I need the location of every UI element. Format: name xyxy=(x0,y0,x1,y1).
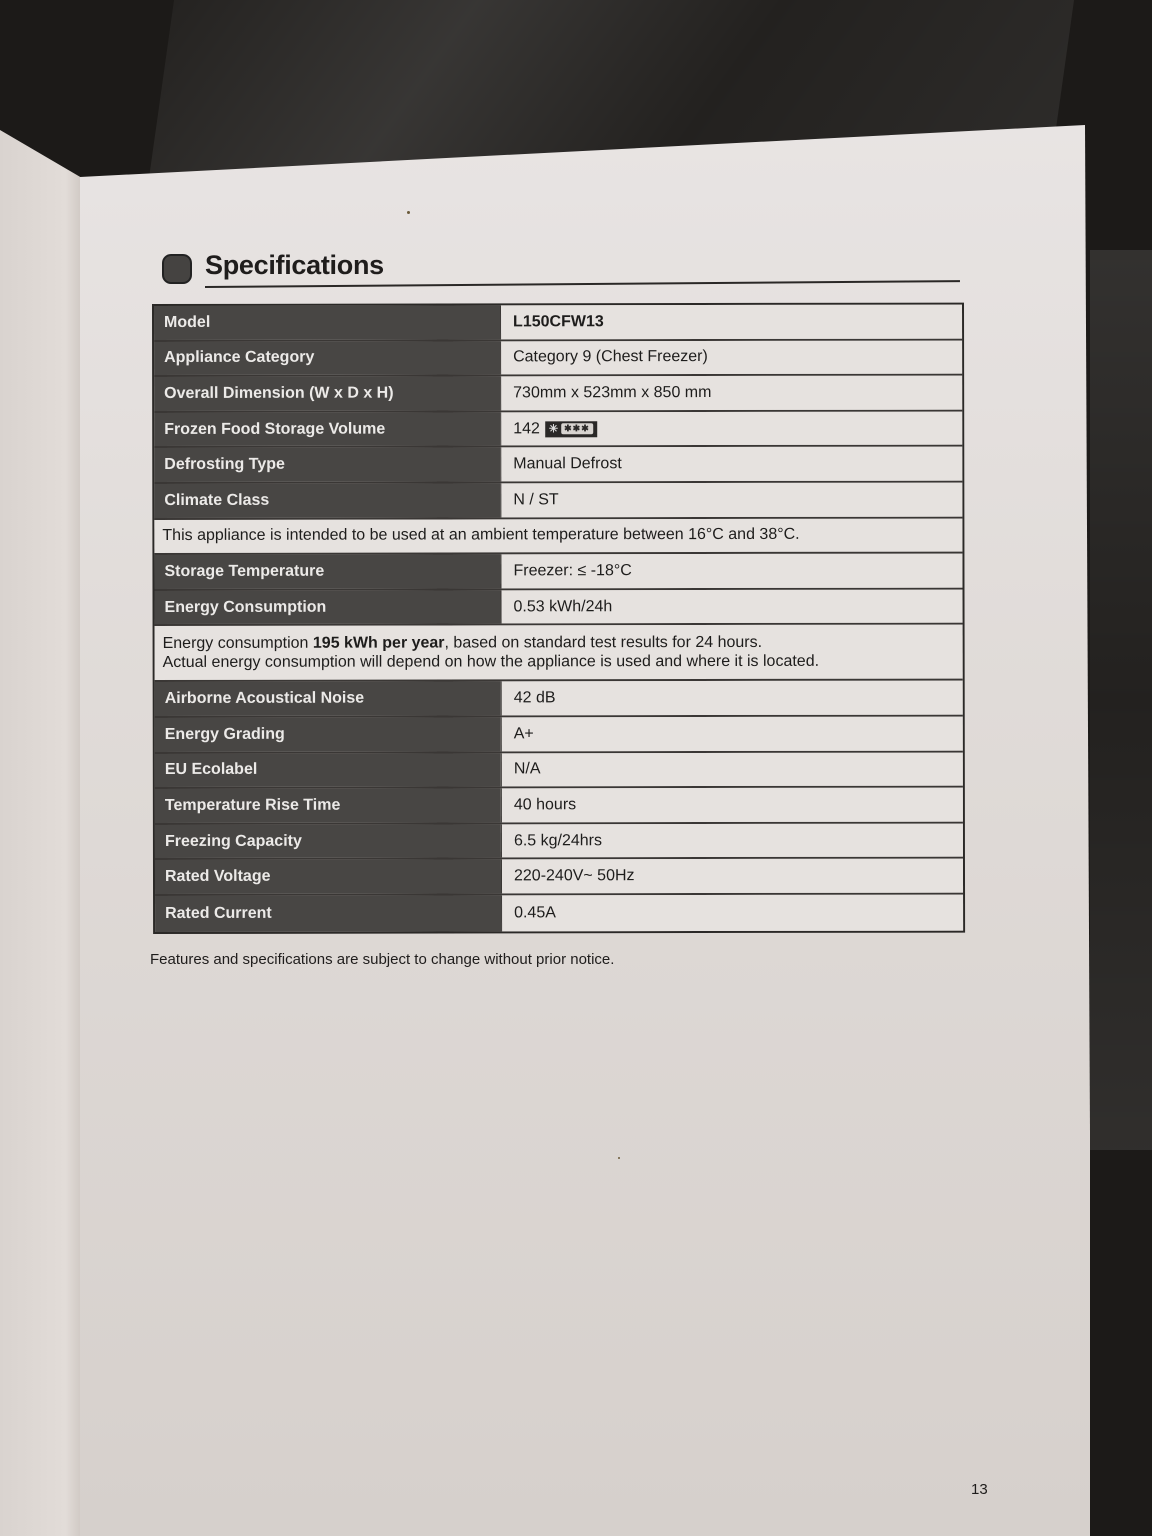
three-star-icon: ✱✱✱ xyxy=(561,423,593,434)
section-title: Specifications xyxy=(205,250,384,280)
spec-label: Appliance Category xyxy=(154,341,500,375)
ambient-temperature-note xyxy=(154,518,962,555)
specifications-table xyxy=(152,303,965,934)
page-number: 13 xyxy=(971,1481,988,1498)
spec-label: Storage Temperature xyxy=(154,555,500,589)
annual-energy-note xyxy=(155,625,963,682)
heading-underline xyxy=(205,280,960,288)
spec-label: Defrosting Type xyxy=(154,448,500,482)
spec-row-model xyxy=(154,305,962,342)
note-line-2: Actual energy consumption will depend on how the appliance is used and where it is located. xyxy=(162,653,820,672)
section-bullet-icon xyxy=(162,254,192,284)
specifications-disclaimer: Features and specifications are subject to change without prior notice. xyxy=(150,951,615,968)
spec-row-energy-consumption xyxy=(155,589,963,626)
section-heading xyxy=(162,250,962,290)
annual-energy-value: 195 kWh per year xyxy=(312,634,445,653)
spec-row-energy-grading xyxy=(155,717,963,754)
spec-row-defrosting-type xyxy=(154,447,962,484)
spec-label: Airborne Acoustical Noise xyxy=(155,682,501,716)
spec-value: 0.45A xyxy=(501,894,963,930)
spec-label: Energy Grading xyxy=(155,717,501,751)
spec-value: 0.53 kWh/24h xyxy=(500,589,962,623)
spec-value: N / ST xyxy=(500,483,962,517)
spec-row-rated-current xyxy=(155,894,963,931)
spec-value: Freezer: ≤ -18°C xyxy=(500,554,962,588)
spec-value: 730mm x 523mm x 850 mm xyxy=(500,376,962,410)
spec-row-eu-ecolabel xyxy=(155,752,963,789)
volume-value: 142 xyxy=(513,419,540,437)
spec-value xyxy=(500,411,962,445)
spec-label: Climate Class xyxy=(154,483,500,517)
four-star-freezer-badge xyxy=(545,421,597,437)
spec-label: Frozen Food Storage Volume xyxy=(154,412,500,446)
note-line-1 xyxy=(163,633,955,653)
spec-value: 220-240V~ 50Hz xyxy=(501,859,963,893)
spec-label: Rated Current xyxy=(155,895,501,931)
note-text: Energy consumption xyxy=(162,635,313,653)
spec-row-freezing-capacity xyxy=(155,823,963,860)
spec-row-storage-temperature xyxy=(154,554,962,591)
spec-label: Rated Voltage xyxy=(155,860,501,894)
spec-row-climate-class xyxy=(154,483,962,520)
snowflake-icon: ✳ xyxy=(548,423,559,436)
spec-label: Model xyxy=(154,305,500,339)
spec-value: Manual Defrost xyxy=(500,447,962,481)
spec-value: 40 hours xyxy=(501,788,963,822)
spec-value: A+ xyxy=(501,717,963,751)
spec-row-rated-voltage xyxy=(155,859,963,896)
note-text: , based on standard test results for 24 hours. xyxy=(444,634,763,652)
left-page-edge xyxy=(0,130,82,1536)
spec-label: Overall Dimension (W x D x H) xyxy=(154,377,500,411)
spec-value: L150CFW13 xyxy=(500,305,962,339)
spec-value: 6.5 kg/24hrs xyxy=(501,823,963,857)
spec-row-overall-dimension xyxy=(154,376,962,413)
spec-label: Temperature Rise Time xyxy=(155,789,501,823)
spec-label: Energy Consumption xyxy=(155,590,501,624)
spec-value: Category 9 (Chest Freezer) xyxy=(500,340,962,374)
spec-value: N/A xyxy=(501,752,963,786)
spec-row-frozen-food-storage-volume xyxy=(154,411,962,448)
spec-row-airborne-acoustical-noise xyxy=(155,681,963,718)
spec-label: EU Ecolabel xyxy=(155,753,501,787)
background-plastic-wrap-right xyxy=(1090,250,1152,1150)
note-text: This appliance is intended to be used at an ambient temperature between 16°C and 38°C. xyxy=(162,526,800,545)
paper-speck xyxy=(407,211,410,214)
spec-value: 42 dB xyxy=(501,681,963,715)
spec-label: Freezing Capacity xyxy=(155,824,501,858)
spec-row-appliance-category xyxy=(154,340,962,377)
spec-row-temperature-rise-time xyxy=(155,788,963,825)
paper-speck xyxy=(618,1157,620,1159)
